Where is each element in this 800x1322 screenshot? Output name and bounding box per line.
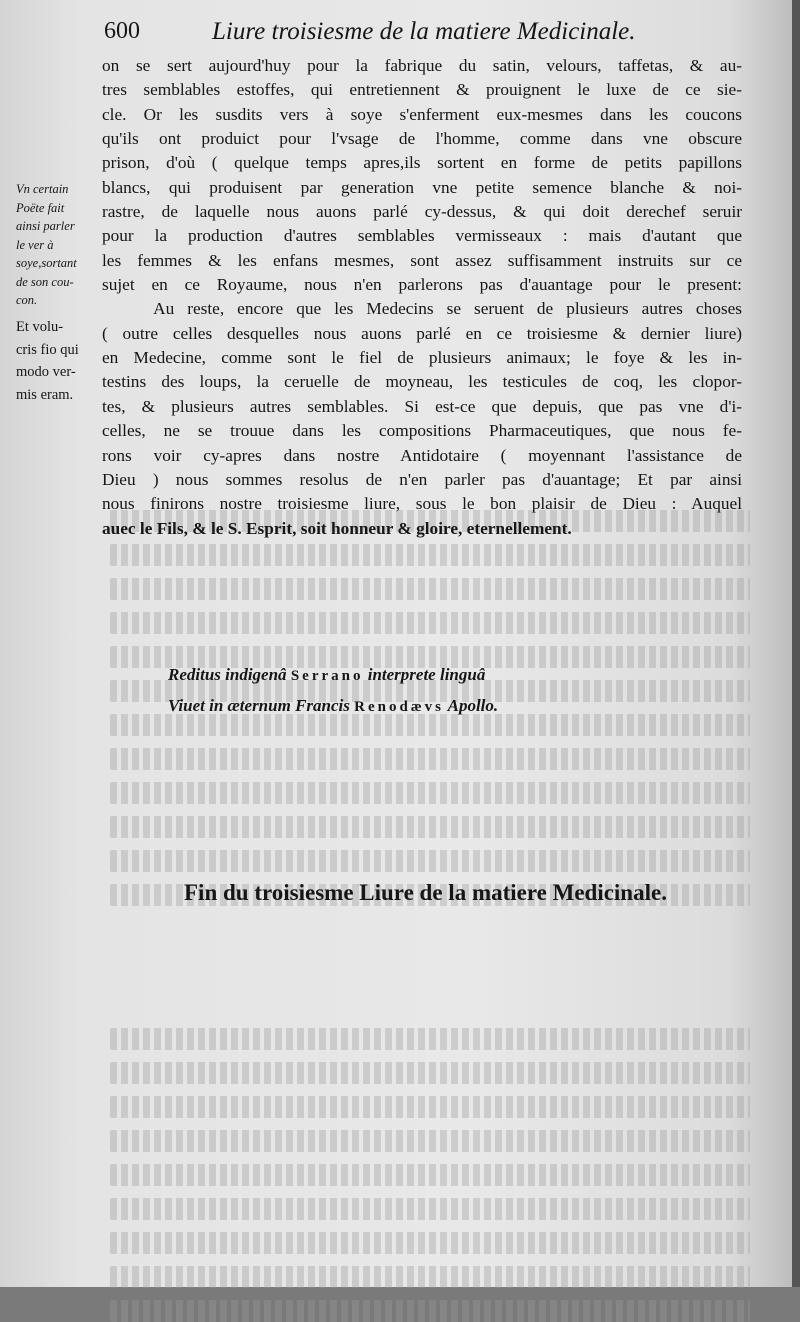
text-line: rastre, de laquelle nous auons parlé cy-dessus, & qui doit derechef seruir (102, 202, 742, 222)
page-header (100, 18, 660, 54)
text-line: tres semblables estoffes, qui entretiennent & prouignent le luxe de ce sie- (102, 80, 742, 100)
page-number: 600 (104, 18, 140, 44)
text-line: sujet en ce Royaume, nous n'en parlerons pas d'auantage pour le present: (102, 275, 742, 295)
text-line: rons voir cy-apres dans nostre Antidotaire ( moyennant l'assistance de (102, 445, 742, 465)
margin-note-line: con. (16, 293, 38, 307)
margin-note-line: de son cou- (16, 274, 74, 289)
text-line: qu'ils ont produict pour l'vsage de l'homme, comme dans vne obscure (102, 129, 742, 149)
text-line: testins des loups, la ceruelle de moyneau, les testicules de coq, les clopor- (102, 372, 742, 392)
text-line: Au reste, encore que les Medecins se seruent de plusieurs autres choses (102, 299, 742, 319)
end-of-book-heading: Fin du troisiesme Liure de la matiere Medicinale. (184, 880, 667, 905)
text-line: pour la production d'autres semblables vermisseaux : mais d'autant que (102, 226, 742, 246)
text-line: nous finirons nostre troisiesme liure, sous le bon plaisir de Dieu : Auquel (102, 494, 742, 514)
closing-verse (168, 660, 498, 722)
verse-text: Viuet in æternum Francis (168, 696, 355, 715)
margin-note-line: le ver à (16, 237, 54, 252)
running-head: Liure troisiesme de la matiere Medicinale. (212, 18, 636, 45)
text-line: cle. Or les susdits vers à soye s'enferment eux-mesmes dans les coucons (102, 104, 742, 124)
verse-text: Reditus indigenâ (168, 665, 291, 684)
verse-name: Renodævs (354, 699, 444, 715)
margin-note-line: soye,sortant (16, 256, 77, 270)
body-text (102, 54, 742, 541)
text-line: en Medecine, comme sont le fiel de plusieurs animaux; le foye & les in- (102, 348, 742, 368)
text-line: les femmes & les enfans mesmes, sont assez suffisamment instruits sur ce (102, 250, 742, 270)
text-line: tes, & plusieurs autres semblables. Si est-ce que depuis, que pas vne d'i- (102, 396, 742, 416)
verse-text: Apollo. (443, 696, 499, 715)
margin-note (16, 180, 100, 310)
margin-latin-line: cris fio qui (16, 341, 79, 358)
text-line: on se sert aujourd'huy pour la fabrique du satin, velours, taffetas, & au- (102, 56, 742, 75)
text-line: blancs, qui produisent par generation vne petite semence blanche & noi- (102, 177, 742, 197)
margin-latin-line: modo ver- (16, 364, 76, 380)
text-line: prison, d'où ( quelque temps apres,ils sortent en forme de petits papillons (102, 153, 742, 173)
margin-note-line: Vn certain (16, 182, 69, 196)
margin-latin-line: mis eram. (16, 386, 74, 403)
margin-latin-line: Et volu- (16, 319, 64, 335)
margin-note-line: Poëte fait (16, 200, 65, 215)
text-line: auec le Fils, & le S. Esprit, soit honneur & gloire, eternellement. (102, 518, 572, 538)
text-line: celles, ne se trouue dans les compositions Pharmaceutiques, que nous fe- (102, 421, 742, 441)
verse-text: interprete linguâ (363, 665, 486, 684)
verse-line-2 (168, 691, 498, 722)
page-edge-shadow (792, 0, 800, 1287)
verse-line-1 (168, 660, 498, 691)
margin-note-line: ainsi parler (16, 219, 75, 233)
text-line: Dieu ) nous sommes resolus de n'en parler pas d'auantage; Et par ainsi (102, 469, 742, 489)
margin-latin-quote (16, 316, 100, 406)
verse-name: Serrano (290, 668, 364, 684)
text-line: ( outre celles desquelles nous auons parlé en ce troisiesme & dernier liure) (102, 323, 742, 343)
